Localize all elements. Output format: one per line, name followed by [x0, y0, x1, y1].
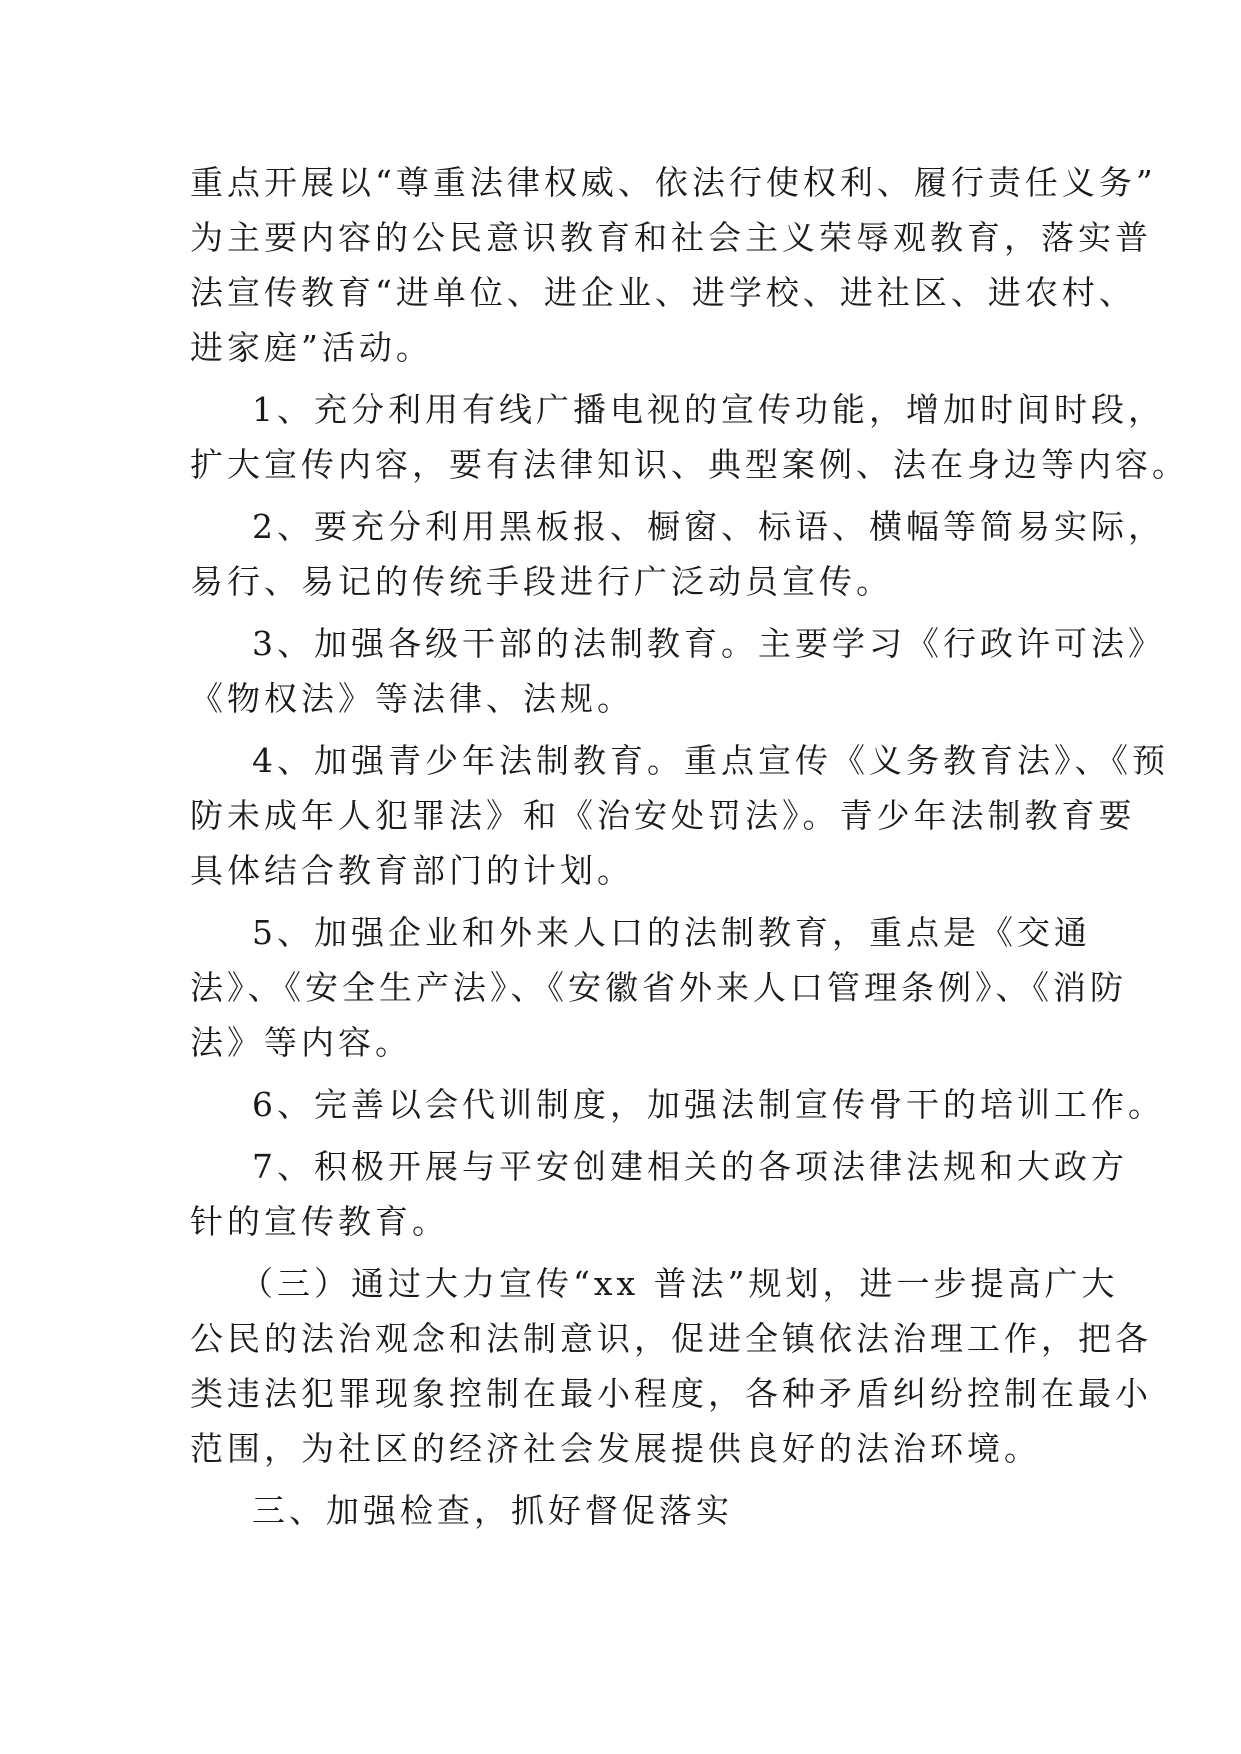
- text-line: 公民的法治观念和法制意识，促进全镇依法治理工作，把各: [190, 1319, 1152, 1358]
- text-line: 防未成年人犯罪法》和《治安处罚法》。青少年法制教育要: [190, 796, 1136, 835]
- text-line: 法》、《安全生产法》、《安徽省外来人口管理条例》、《消防: [190, 968, 1127, 1007]
- text-line: 3、加强各级干部的法制教育。主要学习《行政许可法》: [252, 624, 1165, 663]
- text-line: 《物权法》等法律、法规。: [190, 679, 634, 718]
- text-line: （三）通过大力宣传“xx 普法”规划，进一步提高广大: [240, 1264, 1119, 1303]
- section-heading: 三、加强检查，抓好督促落实: [252, 1491, 733, 1530]
- text-line: 进家庭”活动。: [190, 328, 433, 367]
- section-heading-three: [190, 1483, 1080, 1538]
- paragraph-item-2: [190, 499, 1165, 609]
- document-body: [190, 155, 1189, 1538]
- text-line: 法宣传教育“进单位、进企业、进学校、进社区、进农村、: [190, 273, 1136, 312]
- text-line: 类违法犯罪现象控制在最小程度，各种矛盾纠纷控制在最小: [190, 1374, 1152, 1413]
- text-line: 易行、易记的传统手段进行广泛动员宣传。: [190, 562, 893, 601]
- text-line: 重点开展以“尊重法律权威、依法行使权利、履行责任义务”: [190, 163, 1157, 202]
- text-line: 2、要充分利用黑板报、橱窗、标语、横幅等简易实际，: [252, 507, 1165, 546]
- text-line: 扩大宣传内容，要有法律知识、典型案例、法在身边等内容。: [190, 445, 1189, 484]
- paragraph-item-6: [190, 1077, 1165, 1132]
- text-line: 4、加强青少年法制教育。重点宣传《义务教育法》、《预: [252, 741, 1169, 780]
- text-line: 7、积极开展与平安创建相关的各项法律法规和大政方: [252, 1147, 1128, 1186]
- paragraph-intro: [190, 155, 1157, 375]
- text-line: 为主要内容的公民意识教育和社会主义荣辱观教育，落实普: [190, 218, 1152, 257]
- paragraph-item-7: [190, 1139, 1128, 1249]
- paragraph-item-4: [190, 733, 1169, 898]
- text-line: 6、完善以会代训制度，加强法制宣传骨干的培训工作。: [252, 1085, 1165, 1124]
- paragraph-item-3: [190, 616, 1165, 726]
- text-line: 具体结合教育部门的计划。: [190, 851, 634, 890]
- paragraph-item-1: [190, 382, 1189, 492]
- paragraph-section-three-sub: [190, 1256, 1152, 1476]
- text-line: 法》等内容。: [190, 1023, 412, 1062]
- text-line: 5、加强企业和外来人口的法制教育，重点是《交通: [252, 913, 1091, 952]
- paragraph-item-5: [190, 905, 1127, 1070]
- text-line: 范围，为社区的经济社会发展提供良好的法治环境。: [190, 1429, 1041, 1468]
- text-line: 1、充分利用有线广播电视的宣传功能，增加时间时段，: [252, 390, 1165, 429]
- text-line: 针的宣传教育。: [190, 1202, 449, 1241]
